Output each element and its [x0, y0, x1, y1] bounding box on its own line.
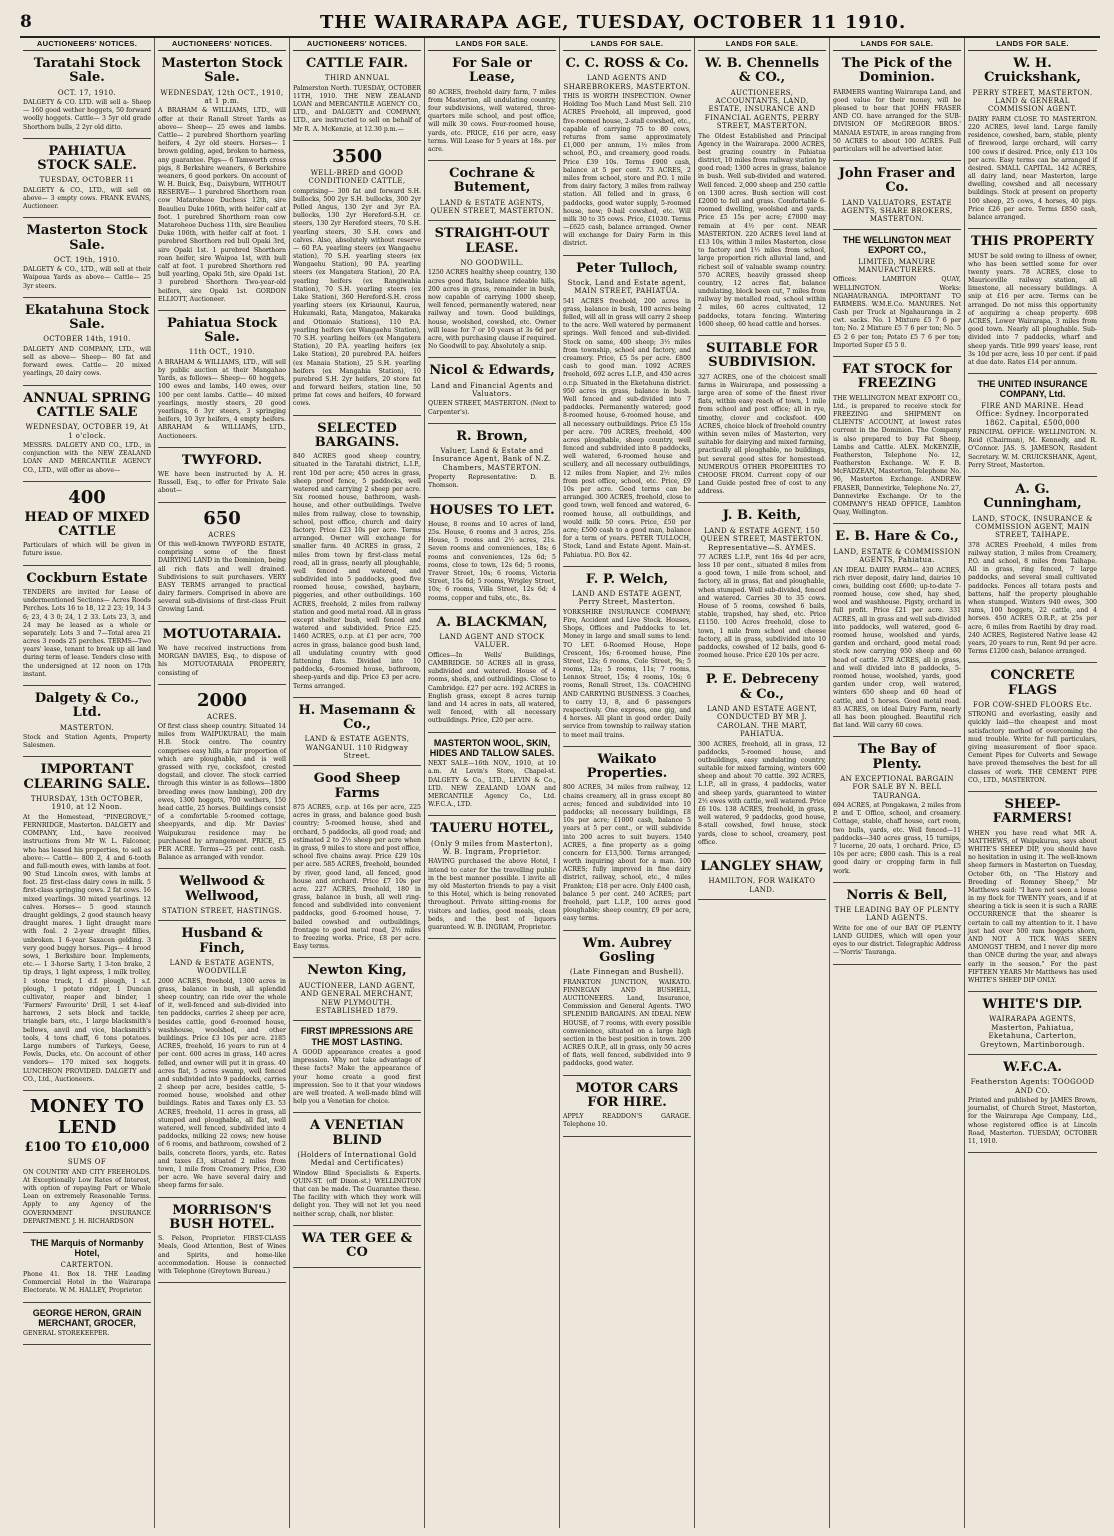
- ad-body: 2000 ACRES, freehold, 1300 acres in grass, balance in bush, all splendid sheep country, can ride over the whole of it, well-fenced and sub-divided into ten paddocks, carries 2 sheep per acre, besides cattle, good 6-roomed house, washhouse, woolshed, and other buildings. Price £3 10s per acre. 2185 ACRES, freehold, 16 years to run at 4 per cent. 600 acres in grass, 140 acres felled, and owner will put it in grass. 40 acres flat, 5 acres swamp, well fenced and subdivided into 9 paddocks, carries 2 sheep per acre, besides cattle, 5-roomed house, woolshed and other buildings. Rates and Taxes only £3. 53 ACRES, freehold, 11 acres in grass, all stumped and ploughable, all flat, well watered, well fenced, subdivided into 4 paddocks, milking 22 cows; new house of 6 rooms, and bathroom, cowshed of 2 bails, concrete floors, yards, etc. Rates and taxes £3, situated 2 miles from town, 1 mile from Creamery. Price, £30 per acre. We have several dairy and sheep farms for sale.: [158, 977, 286, 1190]
- ad-title: MORRISON'S BUSH HOTEL.: [169, 1202, 275, 1232]
- column: [20, 38, 155, 1528]
- advertisement: [23, 482, 151, 566]
- advertisement: [428, 358, 556, 423]
- advertisement: [428, 816, 556, 939]
- ad-body: 875 ACRES, o.r.p. at 16s per acre, 225 acres in grass, and balance good bush country; 5-roomed house, shed and orchard, 5 paddocks, all good road; and estimated 2 to 2½ sheep per acre when in grass, 9 miles to store and post office, school five chains away. Price £29 10s per acre. 585 ACRES, freehold, bounded by river, good land, all fenced, good house and orchard. Price £7 10s per acre. 227 ACRES, freehold, 180 in grass, balance in bush, all well ring-fenced and subdivided into convenient paddocks, good 6-roomed house, 7-bailed cowshed and outbuildings, frontage to good metal road, 2½ miles to freezing works. Price, £8 per acre. Easy terms.: [293, 804, 421, 951]
- ad-title: THE WELLINGTON MEAT EXPORT CO.,: [842, 234, 952, 256]
- ad-title: P. E. Debreceny & Co.,: [705, 672, 819, 702]
- ad-title: WA TER GEE & CO: [301, 1230, 413, 1261]
- advertisement: [428, 221, 556, 358]
- ad-body: DALGETY & CO. LTD. will sell a- Sheep— 160 good wether hoggets, 50 forward woolly hoggets. Cattle— 3 5yr old grade Shorthorn bulls, 2 2yr old ditto.: [23, 98, 151, 131]
- ad-title: Waikato Properties.: [586, 751, 668, 782]
- ad-display-text: 400: [68, 486, 106, 508]
- ad-title: W. H. Cruickshank,: [984, 56, 1081, 86]
- ad-title: A VENETIAN BLIND: [309, 1118, 405, 1148]
- advertisement: [428, 161, 556, 221]
- ad-body: NEXT SALE—16th NOV., 1910, at 10 a.m. At Levin's Store, Chapel-st. DALGETY & Co., LTD., LEVIN & Co., LTD. NEW ZEALAND LOAN and MERCANTILE Agency Co., Ltd. W.F.C.A., LTD.: [428, 760, 556, 809]
- ad-body: MESSRS. DALGETY AND CO., LTD., in conjunction with the NEW ZEALAND LOAN AND MERCANTILE AGENCY CO., LTD., will offer as above—: [23, 441, 151, 474]
- advertisement: [968, 229, 1097, 374]
- ad-title: THE UNITED INSURANCE COMPANY, Ltd.: [977, 379, 1088, 400]
- advertisement: [23, 386, 151, 482]
- ad-body: FRANKTON JUNCTION, WAIKATO. FINNEGAN AND BUSHELL, AUCTIONEERS. Land, Insurance, Commission and General Agents. TWO SPLENDID BARGAINS. AN IDEAL NEW HOUSE, of 7 rooms, with every possible convenience, situated on a large high section in the best position in town. 200 ACRES O.R.P., all in grass, only 50 acres of flats, well fenced, subdivided into 9 paddocks, good water.: [563, 978, 691, 1068]
- ad-body: 800 ACRES, 34 miles from railway, 12 chains creamery, all in grass except 80 acres; fenced and subdivided into 10 paddocks; all necessary buildings, £8 10s per acre; £1000 cash, balance 5 years at 5 per cent., or will subdivide into 200 acres to suit buyers. 1540 ACRES, a fine property as a going concern for £13,500. Terms arranged; worth inquiring about for a man. 100 ACRES; fully improved in fine dairy district, railway, school, etc., 4 miles Frankton; £18 per acre. Only £400 cash, balance 5 per cent. 240 ACRES; part freehold, part L.I.P., 100 acres good ploughable; sheep country, £9 per acre, easy terms.: [563, 784, 691, 923]
- ad-body: 840 ACRES good sheep country, situated in the Taratahi district, L.I.P., rent 10d per acre; 450 acres in grass, sheep proof fence, 5 paddocks, well watered and carrying 2 sheep per acre. Six roomed house, bathroom, wash-house, and other outbuildings. Twelve miles from railway, close to township, school, post office, church and dairy factory. Price £23 10s per acre. Terms arranged. Owner will exchange for smaller farm. 40 ACRES in grass, 2 miles from town by first-class metal road, all in grass, nearly all ploughable, well fenced and watered, and subdivided into 5 paddocks, good five roomed house, cowshed, haybarn, piggeries, and other outbuildings. 160 ACRES, freehold, 2 miles from railway station and good metal road. All in grass except shelter bush, well fenced and watered and subdivided. Price £25. 1460 ACRES, o.r.p. at £1 per acre, 700 acres in grass, balance good bush land, all undulating country with good fattening flats. Divided into 10 paddocks, 6-roomed house, bathroom, sheep-yards and dip. Price £3 per acre. Terms arranged.: [293, 453, 421, 690]
- advertisement: [428, 51, 556, 161]
- ad-body: HAVING purchased the above Hotel, I intend to cater for the travelling public in the best manner possible. I invite all my old Masterton friends to pay a visit to this Hotel, which is being renovated throughout. Private sitting-rooms for visitors and ladies, good meals, clean beds, and the best of liquors guaranteed. W. B. INGRAM, Proprietor.: [428, 858, 556, 931]
- ad-body: MUST be sold owing to illness of owner, who has been settled some for over twenty years. 78 ACRES, close to Mauriceville railway station, all limestone, all necessary buildings. A snip at £16 per acre. Terms can be arranged. Do not miss this opportunity of acquiring a cheap property. 698 ACRES, Lower Wairarapa, 3 miles from good town. Nearly all ploughable. Sub-divided into 7 paddocks, wharf and sheep yards. Title 999 years' lease, rent 3s 10d per acre, less 10 per cent. if paid at due date. Rates £14 per annum.: [968, 252, 1097, 366]
- advertisement: [833, 161, 961, 230]
- ad-body: A BRAHAM & WILLIAMS, LTD., will offer at their Ranall Street Yards as above— Sheep— 25 ewes and lambs. Cattle— 2 purebred Shorthorn yearling heifers, 4 2yr old steers. Horses— 1 brown gelding, aged, broken to harness, any guarantee. Pigs— 6 Tamworth cross pigs, 8 Berkshire weaners, 6 Berkshire weaners, 6 good porkers. On account of W. H. Buick, Esq., Daisyburn, WITHOUT RESERVE— 1 purebred Shorthorn roan cow Mataroheoe Duchess 12th, sire Beaulieu Duke 106th, with heifer calf at foot. 1 purebred Shorthorn roan cow Mataroheoe Duchess 11th, sire Beaulieu Duke 106th, with heifer calf at foot. 1 purebred Shorthorn red bull Opaki 3rd, sire Opaki 1st. 1 purebred Shorthorn roan heifer, sire Waipoa 1st, with bull calf at foot. 1 purebred Shorthorn red bull yearling, Opaki 5th, sire Opaki 1st. 3 purebred Shorthorn Two-year-old heifers, sire Opaki 1st. GORDON ELLIOTT, Auctioneer.: [158, 107, 286, 303]
- advertisement: [968, 477, 1097, 663]
- advertisement: [698, 51, 826, 336]
- ad-title: CONCRETE FLAGS: [990, 668, 1075, 698]
- ad-title: W.F.C.A.: [1003, 1060, 1062, 1075]
- ad-subtitle: 11th OCT., 1910.: [188, 348, 256, 357]
- ad-body: 327 ACRES, one of the choicest small farms in Wairarapa, and possessing a large area of some of the finest river flats, within easy reach of town, 1 mile from school and post office; all in rye, timothy, clover and cocksfoot. 400 ACRES, choice block of freehold country within seven miles of Masterton, very suitable for dairying and mixed farming, practically all ploughable, no buildings, but several good sites for homestead. NUMEROUS OTHER PROPERTIES TO CHOOSE FROM. Current copy of our Land Guide posted free of cost to any address.: [698, 373, 826, 496]
- ad-subtitle: AN EXCEPTIONAL BARGAIN FOR SALE BY N. BELL TAURANGA.: [840, 774, 954, 800]
- ad-subtitle: WAIRARAPA AGENTS, Masterton, Pahiatua, Eketahuna, Carterton, Greytown, Martinborough.: [980, 1015, 1085, 1049]
- ad-body: THE WELLINGTON MEAT EXPORT CO., Ltd., is prepared to receive stock for FREEZING and SHIPMENT on CLIENTS' ACCOUNT, at lowest rates current in the Dominion. The Company is also prepared to buy Fat Sheep, Lambs and Cattle. ALEX. McKENZIE, Featherston, Telephone No. 12, Featherston Exchange. W. F. B. McFADZEAN, Masterton, Telephone No. 96, Masterton Exchange. ANDREW FRASER, Dannevirke, Telephone No. 27, Dannevirke Exchange. Or to the COMPANY'S HEAD OFFICE, Lambton Quay, Wellington.: [833, 394, 961, 517]
- advertisement: [23, 1233, 151, 1303]
- ad-body: 541 ACRES freehold, 200 acres in grass, balance in bush, 100 acres being felled, will all in grass will carry 2 sheep to the acre. Well watered by permanent springs. Well fenced and sub-divided. Stock on same, 400 sheep; 3½ miles from township, school and factory, and creamery. Price, £5 5s per acre. £800 cash to good man. 1092 ACRES freehold, 692 acres L.I.P., and 450 acres o.r.p. Situated in the Eketahuna district. 950 acres in grass, balance in bush. Well fenced and sub-divided into 7 paddocks. Permanently watered; good 8-roomed house, 6-roomed house, and all necessary outbuildings. Price £5 15s per acre. 709 ACRES, freehold, 400 acres ploughable, sheep country, well fenced and subdivided into 8 paddocks, well watered, 6-roomed house and scullery, and all necessary outbuildings, 12 miles from Napier, and 2½ miles from post office, school, etc. Price, £9 10s per acre. Good terms can be arranged. 300 ACRES, freehold, close to good town, well fenced and watered, 6-roomed house, all outbuildings, and would milk 50 cows. Price, £50 per acre; £500 cash to a good man, balance for a term of years. PETER TULLOCH, Stock, Land and Estate Agent. Main-st. Pahiatua. P.O. Box 42.: [563, 297, 691, 559]
- ad-title: THIS PROPERTY: [970, 234, 1095, 250]
- ad-subtitle: SUMS OF: [67, 1158, 107, 1167]
- ad-body: We have received instructions from MORGAN DAVIES, Esq., to dispose of his MOTUOTARAIA PROPERTY, consisting of: [158, 644, 286, 677]
- advertisement: [563, 931, 691, 1076]
- ad-title: A. BLACKMAN,: [436, 614, 548, 630]
- column-header: LANDS FOR SALE.: [563, 38, 691, 51]
- ad-title: A. G. Cunningham,: [983, 481, 1082, 512]
- ad-title: The Bay of Plenty.: [858, 742, 936, 772]
- ad-title: Wm. Aubrey Gosling: [582, 935, 672, 965]
- ad-body: 1250 ACRES healthy sheep country, 130 acres good flats, balance rideable hills, 200 acres in grass, remainder in bush, now capable of carrying 1000 sheep, well fenced, permanently watered, near railway and town. Good buildings, house, woolshed, cowshed, etc. Owner will lease for 7 or 10 years at 3s 6d per acre, with purchasing clause if required. No Goodwill to pay. Absolutely a snip.: [428, 269, 556, 351]
- ad-body: APPLY READDON'S GARAGE. Telephone 10.: [563, 1113, 691, 1129]
- ad-subtitle: (Late Finnegan and Bushell).: [569, 968, 685, 977]
- ad-body: Of first class sheep country. Situated 14 miles from WAIPUKURAU, the main H.B. Stock centre. The country comprises easy hills, a fair proportion of which are ploughable, and is well grassed with rye, cocksfoot, crested dogstail, and clover. The stock carried through this winter is as follows—1800 breeding ewes (now lambing), 200 dry ewes, 1300 hoggets, 700 wethers, 150 head cattle, 25 horses. Buildings consist of a comfortable 5-roomed cottage, sheepyards, and dip. Mr Davies' Waipukurau residence may be purchased by arrangement. PRICE, £5 PER ACRE. Terms—25 per cent. cash. Balance as arranged with vendor.: [158, 723, 286, 862]
- ad-body: STRONG and everlasting, easily and quickly laid—the cheapest and most satisfactory method of overcoming the mud trouble. Write for full particulars, giving measurement of floor space. Cement Pipes for Culverts and Sewage have proved themselves the best for all classes of work. THE CEMENT PIPE CO., LTD., MASTERTON.: [968, 711, 1097, 784]
- ad-subtitle: LAND & ESTATE AGENTS, QUEEN STREET, MASTERTON.: [430, 198, 554, 216]
- advertisement: [833, 230, 961, 357]
- column-header: AUCTIONEERS' NOTICES.: [23, 38, 151, 51]
- advertisement: [158, 448, 286, 503]
- ad-title: Newton King,: [307, 963, 407, 979]
- ad-title: FAT STOCK for FREEZING: [842, 362, 952, 392]
- advertisement: [158, 921, 286, 1197]
- advertisement: [23, 1091, 151, 1233]
- column: [425, 38, 560, 1528]
- ad-subtitle: NO GOODWILL.: [460, 259, 524, 268]
- ad-title: H. Masemann & Co.,: [298, 702, 416, 732]
- ad-subtitle: AUCTIONEER, LAND AGENT, AND GENERAL MERCHANT, NEW PLYMOUTH. ESTABLISHED 1879.: [298, 981, 416, 1015]
- ad-title: SUITABLE FOR SUBDIVISION.: [706, 341, 818, 371]
- ad-body: Particulars of which will be given in future issue.: [23, 542, 151, 558]
- ad-subtitle: LIMITED, MANURE MANUFACTURERS.: [858, 257, 936, 274]
- ad-title: MASTERTON WOOL, SKIN, HIDES AND TALLOW SALES.: [429, 737, 555, 758]
- ad-title: MOTUOTARAIA.: [162, 626, 282, 642]
- advertisement: [293, 141, 421, 416]
- ad-body: Window Blind Specialists & Experts. QUIN-ST. (off Dixon-st.) WELLINGTON that can be made. The Guarantee these. The facility with which they work will delight you. They will not let you need neither scrap, chalk, nor blister.: [293, 1169, 421, 1218]
- ad-subtitle: WELL-BRED and GOOD CONDITIONED CATTLE,: [308, 168, 406, 186]
- advertisement: [968, 51, 1097, 229]
- ad-body: Offices: LAMBTON QUAY, WELLINGTON. Works: NGAHAURANGA. IMPORTANT TO FARMERS. W.M.E.Co. MANURES. Net Cash per Truck at Ngahauranga in 2 cwt. sacks. No. 1 Mixture £5 7 6 per ton; No. 2 Mixture £5 7 6 per ton; No. 5 £5 2 6 per ton; Potato £5 7 6 per ton; Imported Super £5 5 0.: [833, 276, 961, 349]
- ad-body: FARMERS wanting Wairarapa Land, and good value for their money, will be pleased to hear that JOHN FRASER AND CO. have arranged for the SUB-DIVISION OF McGREGOR BROS.' MANAIA ESTATE, in areas ranging from 50 ACRES to about 100 ACRES. Full particulars will be advertised later.: [833, 88, 961, 153]
- ad-subtitle: Featherston Agents: TOOGOOD AND CO.: [970, 1078, 1095, 1095]
- ad-subtitle: LAND & ESTATE AGENTS, WANGANUI. 110 Ridgway Street.: [304, 735, 410, 761]
- ad-title: MOTOR CARS FOR HIRE.: [575, 1080, 679, 1110]
- advertisement: [23, 218, 151, 298]
- ad-title: £100 TO £10,000: [24, 1139, 150, 1155]
- ad-title: F. P. Welch,: [585, 571, 669, 587]
- ad-title: THE Marquis of Normanby Hotel,: [30, 1237, 144, 1259]
- ad-title: Husband & Finch,: [181, 926, 263, 956]
- ad-subtitle: WEDNESDAY, 12th OCT., 1910, at 1 p.m.: [160, 88, 284, 105]
- advertisement: [293, 416, 421, 698]
- ad-subtitle: LAND AND ESTATE AGENT, Perry Street, Masterton.: [571, 590, 683, 607]
- ad-subtitle: LAND & ESTATE AGENTS, WOODVILLE: [169, 958, 275, 976]
- masthead: [20, 10, 1100, 38]
- ad-body: DAIRY FARM CLOSE TO MASTERTON. 220 ACRES, level land. Large family residence, cowshed, barn, stable, plenty of firewood, large orchard, will carry 100 cows if desired. Price, only £13 10s per acre. Easy terms can be arranged if desired. SMALL CAPITAL. 142 ACRES, all dairy land, near Masterton, large dwelling, cowshed and all necessary buildings. Stock at present on property 100 sheep, 25 cows, 4 horses, 40 pigs. Price £26 per acre. Terms £850 cash, balance arranged.: [968, 115, 1097, 222]
- ad-title: W. B. Chennells & CO.,: [704, 56, 820, 86]
- ad-body: Stock and Station Agents, Property Salesmen.: [23, 734, 151, 750]
- column-header: LANDS FOR SALE.: [428, 38, 556, 51]
- columns: [20, 38, 1100, 1528]
- ad-subtitle: THIRD ANNUAL: [324, 74, 390, 83]
- ad-title: For Sale or Lease,: [452, 56, 532, 86]
- advertisement: [428, 610, 556, 733]
- ad-body: Palmerston North. TUESDAY, OCTOBER 11TH, 1910. THE NEW ZEALAND LOAN and MERCANTILE AGENCY CO., LTD., and DALGETY and COMPANY, LTD., are instructed to sell on behalf of Mr R. A. McKenzie, at 12.30 p.m.—: [293, 84, 421, 133]
- advertisement: [23, 139, 151, 219]
- advertisement: [23, 566, 151, 686]
- advertisement: [563, 1076, 691, 1137]
- advertisement: [698, 503, 826, 667]
- advertisement: [968, 792, 1097, 992]
- ad-subtitle: LAND AGENTS AND SHAREBROKERS, MASTERTON.: [563, 74, 691, 91]
- ad-subtitle: ACRES: [208, 530, 236, 539]
- ad-body: 300 ACRES, freehold, all in grass, 12 paddocks, 5-roomed house, and outbuildings, easy undulating country, suitable for mixed farming, winters 600 sheep and about 70 cattle. 392 ACRES, L.I.P., all in grass, 4 paddocks, water and sheep yards, guaranteed to winter 2½ ewes with cattle, well watered. Price £6 10s. 138 ACRES, freehold, in grass, well watered, 9 paddocks, good house, 8-stall cowshed, fowl house, stock yards, close to school, creamery, post office.: [698, 740, 826, 846]
- advertisement: [428, 733, 556, 817]
- ad-body: QUEEN STREET, MASTERTON. (Next to Carpenter's).: [428, 400, 556, 416]
- advertisement: [698, 336, 826, 503]
- ad-title: GEORGE HERON, GRAIN MERCHANT, GROCER,: [32, 1307, 142, 1328]
- column-header: LANDS FOR SALE.: [698, 38, 826, 51]
- ad-subtitle: FOR COW-SHED FLOORS Etc.: [972, 700, 1093, 709]
- advertisement: [23, 298, 151, 386]
- ad-title: Nicol & Edwards,: [429, 363, 555, 379]
- ad-subtitle: LAND & ESTATE AGENT, 150 QUEEN STREET, MASTERTON. Representative—S. AYMES.: [700, 526, 824, 552]
- advertisement: [833, 51, 961, 161]
- advertisement: [563, 747, 691, 931]
- ad-subtitle: ACRES.: [207, 712, 237, 721]
- ad-body: A BRAHAM & WILLIAMS, LTD., will sell by public auction at their Mangahao Yards, as follows— Sheep— 60 hoggets, 100 ewes and lambs, 140 ewes, over 100 per cent lambs. Cattle— 40 mixed yearlings, mostly steers, 20 good yearlings, 6 3yr steers, 3 springing heifers, 10 3yr heifers, 4 empty heifers. ABRAHAM & WILLIAMS, LTD., Auctioneers.: [158, 358, 286, 440]
- ad-body: The Oldest Established and Principal Agency in the Wairarapa. 2000 ACRES, best grazing country in Pahiatua district, 10 miles from railway station by good road; 1300 acres in grass, balance in bush. Well sub-divided and watered. Well fenced. 2,000 sheep and 250 cattle on 1300 acres. Bush section will cost £2000 to fell and grass. Comfortable 6-roomed dwelling, woolshed and yards. Price £5 15s per acre; £7000 may remain at 4½ per cent. NEAR MASTERTON. 220 ACRES level land at £13 10s, within 3 miles Masterton, close to factory and 1½ miles from school, large proportion rich alluvial land, and richest soil of valuable swamp country. 570 ACRES, heavily grassed sheep country, 12 acres flat, balance undulating, block been cut, 7 miles from railway by metalled road, school within 2 miles, 60 acres cultivated, 12 paddocks, totara fencing. Wintering 1600 sheep, 60 head cattle and horses.: [698, 132, 826, 328]
- ad-title: John Fraser and Co.: [838, 166, 956, 196]
- advertisement: [23, 757, 151, 1091]
- column: [965, 38, 1100, 1528]
- ad-body: 694 ACRES, at Pongakawa, 2 miles from P. and T. Office, school, and creamery. Cottage, stable, chaff house, cart room, two bulls, yards, etc. Well fenced—11 paddocks—340 acres grass, 15 turnips, 7 lucerne, 20 oats, 1 orchard. Price, £5 10s per acre; £800 cash. This is a real good dairy or cropping farm in full work.: [833, 802, 961, 875]
- advertisement: [293, 51, 421, 141]
- advertisement: [698, 854, 826, 900]
- column-header: AUCTIONEERS' NOTICES.: [293, 38, 421, 51]
- column: [290, 38, 425, 1528]
- advertisement: [158, 503, 286, 622]
- column-header: LANDS FOR SALE.: [833, 38, 961, 51]
- advertisement: [833, 357, 961, 524]
- ad-subtitle: CARTERTON.: [60, 1260, 114, 1269]
- ad-title: Ekatahuna Stock Sale.: [24, 302, 150, 333]
- ad-body: S. Pelson, Proprietor. FIRST-CLASS Meals, Good Attention, Best of Wines and Spirits, and home-like accommodation. House is connected with Telephone (Greytown Bureau.): [158, 1235, 286, 1275]
- advertisement: [968, 663, 1097, 792]
- ad-subtitle: WEDNESDAY, OCTOBER 19, At 1 o'clock.: [25, 423, 149, 440]
- ad-subtitle: Stock, Land and Estate agent, MAIN STREET, PAHIATUA.: [567, 278, 687, 296]
- advertisement: [833, 524, 961, 737]
- ad-subtitle: HAMILTON, FOR WAIKATO LAND.: [708, 877, 816, 894]
- ad-subtitle: AUCTIONEERS, ACCOUNTANTS, LAND, ESTATE, INSURANCE AND FINANCIAL AGENTS, PERRY STREET, MASTERTON.: [704, 88, 820, 131]
- advertisement: [158, 51, 286, 311]
- ad-body: DALGETY AND COMPANY, LTD., will sell as above— Sheep— 80 fat and forward ewes. Cattle— 20 mixed yearlings, 20 dairy cows.: [23, 345, 151, 378]
- ad-subtitle: OCTOBER 14th, 1910.: [43, 335, 131, 344]
- advertisement: [563, 51, 691, 256]
- ad-title: Masterton Stock Sale.: [26, 223, 148, 253]
- newspaper-title: THE WAIRARAPA AGE, TUESDAY, OCTOBER 11 1910.: [320, 12, 907, 33]
- ad-title: Taratahi Stock Sale.: [33, 56, 141, 86]
- ad-title: Masterton Stock Sale.: [161, 56, 283, 86]
- advertisement: [293, 1021, 421, 1113]
- column-header: AUCTIONEERS' NOTICES.: [158, 38, 286, 51]
- advertisement: [833, 737, 961, 882]
- ad-body: At the Homestead, "PINEGROVE," FERNRIDGE, Masterton. DALGETY and COMPANY, Ltd., have received instructions from Mr W. L. Falconer, who has leased his properties, to sell as above:— Cattle— 800 2, 4 and 6-tooth and full-mouth ewes, with lambs at foot. 90 Stud Lincoln ewes, with lambs at foot. 25 first-class dairy cows in milk. 5 first-class springing cows. 2 fat cows. 16 mixed yearlings. 30 mixed yearlings. 12 calves. Horses— 5 good staunch draught geldings, 2 good staunch heavy draught mares. 1 light draught mare with foal. 2 2-year draught fillies, unbroken. 1 6-year Saxacen gelding. 3 very good buggy horses. Pigs— 4 brood sows, 1 Berkshire boar. Implements, etc.— 1 3-horse Sarty, 1 3-ton brake, 2 tip drays, 1 light express, 1 milk trolley, 1 stone truck, 1 d.f. plough, 1 s.f. plough, 1 potato ridger, 1 Duncan cultivator, reaper and binder, 1 'Farmers' Favourite' Drill, 1 set 4-leaf harrows, 2 sets block and tackle, triangle bars, etc., 1 large blacksmith's bellows, anvil and vice, blacksmith's tools, 4 tons chaff, 6 tons potatoes. Large numbers of Turkeys, Geese, Fowls, Ducks, etc. On account of other vendors— 170 mixed sex hoggets. LUNCHEON PROVIDED. DALGETY and CO., Ltd., Auctioneers.: [23, 813, 151, 1083]
- ad-subtitle: OCT. 17, 1910.: [57, 88, 117, 97]
- ad-title: SHEEP-FARMERS!: [992, 796, 1073, 827]
- ad-body: Write for one of our BAY OF PLENTY LAND GUIDES, which will open your eyes to our district. Telegraphic Address—'Norris' Tauranga.: [833, 924, 961, 957]
- ad-title: LANGLEY SHAW,: [700, 858, 824, 874]
- ad-body: AN IDEAL DAIRY FARM— 430 ACRES, rich river deposit, dairy land, dairies 10 cows, building cost £600; up-to-date 7-roomed house, cow shed, hay shed, wool and washhouse. Pigsty, orchard in full profit. Price £21 per acre. 331 ACRES, all in grass and well sub-divided into paddocks, well watered, good 6-roomed house, woolshed and yards, garden and orchard, good metal road; stock now carrying 950 sheep and 60 head of cattle. 378 ACRES, all in grass, and well divided into 8 paddocks, 5-roomed house, woolshed, yards, good garden under crop, well watered, winters 650 sheep and 60 head of cattle, and 5 horses. Good metal road. 83 ACRES, on ideal Dairy Farm, nearly all has been ploughed. Beautiful rich flat land. Will carry 60 cows.: [833, 566, 961, 730]
- advertisement: [158, 311, 286, 448]
- ad-title: Wellwood & Wellwood,: [179, 874, 265, 904]
- ad-title: E. B. Hare & Co.,: [835, 529, 959, 545]
- ad-subtitle: PERRY STREET, MASTERTON. LAND & GENERAL COMMISSION AGENT.: [972, 88, 1093, 114]
- ad-subtitle: LAND AGENT AND STOCK VALUER.: [439, 633, 545, 650]
- advertisement: [968, 1055, 1097, 1153]
- advertisement: [293, 958, 421, 1021]
- ad-body: Offices—In Wells' Buildings, CAMBRIDGE. 50 ACRES all in grass, subdivided and watered. House of 4 rooms, sheds, and outbuildings. Close to Cambridge. £27 per acre. 192 ACRES in English grass, except 8 acres turnip land and 14 acres in oats, all watered, well fenced, with all necessary outbuildings. Price, £20 per acre.: [428, 651, 556, 725]
- ad-body: WHEN you have read what MR A. MATTHEWS, of Waipukurau, says about WHITE'S SHEEP DIP, you should have no hesitation in using it. The well-known sheep farmers in Masterton on Tuesday, October 6th, on "The History and Breeding of Romney Sheep," Mr Matthews said: "I have not seen a louse in my flock for TWENTY years, and if at shearing a tick is seen it is such a RARE OCCURRENCE that the shearer is certain to call my attention to it. I have just had over 500 ram hoggets shorn, AND NOT A TICK WAS SEEN AMONGST THEM, and I never dip more than ONCE during the year, and always early in the season." For the past FIFTEEN YEARS Mr Matthews has used WHITE'S SHEEP DIP ONLY.: [968, 829, 1097, 984]
- ad-title: TAUERU HOTEL,: [430, 821, 554, 837]
- advertisement: [23, 1303, 151, 1346]
- advertisement: [968, 992, 1097, 1055]
- advertisement: [563, 256, 691, 567]
- ad-body: WE have been instructed by A. H. Russell, Esq., to offer for Private Sale about—: [158, 471, 286, 495]
- ad-title: HOUSES TO LET.: [429, 502, 555, 518]
- column: [695, 38, 830, 1528]
- advertisement: [833, 883, 961, 965]
- advertisement: [293, 1113, 421, 1226]
- ad-title: R. Brown,: [456, 428, 528, 444]
- advertisement: [23, 686, 151, 757]
- ad-body: comprising— 300 fat and forward S.H. bullocks, 500 2yr S.H. bullocks, 300 2yr Polled Angus, 130 2yr and 3yr P.A. bullocks, 130 2yr Hereford-S.H. cr. steers, 130 2yr Hereford steers, 70 S.H. yearling steers, 30 S.H. cows and calves. Also, absolutely without reserve— 60 P.A. yearling steers (ex Wangaehu station), 70 S.H. yearling steers (ex Wangaehu Station), 90 P.A. yearling steers (ex Mangatera Station), 20 P.A. yearling heifers (ex Rangiwahia Station), 70 S.H. yearling steers (ex Lake Station), 360 Hereford-S.H. cross yearling steers (ex Kiriaunui, Kaurua, Hukumaki, Rata, Mangatoa, Makaraka and Otiomaio Stations), 110 P.A. yearling heifers (ex Wangaehu Station), 70 S.H. yearling heifers (ex Mangatera Station), 20 P.A. yearling heifers (ex Lake Station), 20 purebred P.A. heifers (ex Manaia Station), 25 S.H. yearling heifers (ex Mangahia Station), 10 purebred S.H. 2yr heifers, 20 store fat and forward heifers, station line, 50 prime fat cows and heifers, 40 forward cows.: [293, 187, 421, 408]
- advertisement: [293, 698, 421, 767]
- ad-title: PAHIATUA STOCK SALE.: [37, 143, 137, 174]
- ad-body: Phone 41. Box 18. THE Leading Commercial Hotel in the Wairarapa Electorate. W. M. HALLEY, Proprietor.: [23, 1271, 151, 1295]
- ad-body: Printed and published by JAMES Brown, journalist, of Church Street, Masterton, for the Wairarapa Age Company, Ltd., whose registered office is at Lincoln Road, Masterton. TUESDAY, OCTOBER 11, 1910.: [968, 1097, 1097, 1146]
- ad-title: TWYFORD.: [181, 452, 263, 468]
- ad-title: Pahiatua Stock Sale.: [166, 315, 278, 346]
- ad-body: 80 ACRES, freehold dairy farm, 7 miles from Masterton, all undulating country, four subdivisions, well watered, three-quarters mile school, and post office, will milk 30 cows. Four-roomed house, yards, etc. PRICE, £16 per acre, easy terms. Will Lease for 5 years at 18s. per acre.: [428, 88, 556, 153]
- ad-body: THIS IS WORTH INSPECTION. Owner Holding Too Much Land Must Sell. 210 ACRES Freehold, all improved, good five-roomed house, 2-stall cowshed, etc., capable of carrying 75 to 80 cows, returns from same approximately £1,000 per annum, 1½ miles from school, P.O., and creamery, good roads. Price £39 10s. Terms £900 cash, balance at 5 per cent. 73 ACRES, 2 miles from school, store and P.O. 1 mile from dairy factory, 3 miles from railway station. All felled and in grass, 6 paddocks, good water supply, 5-roomed house, new; 9-bail cowshed, etc. Will milk 30 to 35 cows. Price, £1030. Terms—£625 cash, balance arranged. Owner will exchange for Dairy Farm in this district.: [563, 93, 691, 248]
- advertisement: [293, 766, 421, 958]
- ad-title: ANNUAL SPRING CATTLE SALE: [23, 390, 151, 420]
- ad-subtitle: MASTERTON.: [59, 723, 115, 732]
- ad-subtitle: LAND VALUATORS, ESTATE AGENTS, SHARE BROKERS, MASTERTON.: [841, 198, 953, 224]
- ad-body: TENDERS are invited for Lease of undermentioned Sections— Acres Roods Perches. Lots 16 to 18, 12 2 23; 19, 14 3 6; 23, 4 3 0; 24, 1 2 33. Lots 23, 3, and 24 may be leased as a whole or separately. Lots 3 and 7—Total area 21 acres 3 roods 25 perches. TERMS—Two years' lease, tenant to break up all land during term of lease. Tenders close with the undersigned at 12 noon on 17th instant.: [23, 588, 151, 678]
- page-number: 8: [20, 12, 32, 32]
- ad-title: WHITE'S DIP.: [982, 997, 1083, 1013]
- ad-subtitle: STATION STREET, HASTINGS.: [161, 906, 283, 915]
- ad-title: C. C. ROSS & Co.: [565, 56, 689, 71]
- ad-body: House, 8 rooms and 10 acres of land, 25s. House, 6 rooms and 3 acres, 25s. House, 5 rooms and 2½ acres, 21s. Seven rooms and conveniences, 18s; 6 rooms and conveniences, 12s 6d; 5 rooms, close to town, 12s 6d; 5 rooms, Traver Street, 10s; 6 rooms, Victoria Street, 15s 6d; 5 rooms, Wrigley Street, 10s; 6 rooms, Villa Street, 12s 6d; 4 rooms, copper and tubs, etc., 8s.: [428, 520, 556, 602]
- ad-subtitle: (Holders of International Gold Medal and Certificates): [297, 1150, 417, 1168]
- ad-subtitle: Land and Financial Agents and Valuators.: [430, 381, 554, 399]
- ad-title: J. B. Keith,: [722, 508, 802, 524]
- ad-title: Cochrane & Butement,: [449, 166, 535, 196]
- column: [155, 38, 290, 1528]
- ad-body: GENERAL STOREKEEPER.: [23, 1330, 110, 1338]
- ad-display-text: 3500: [331, 145, 383, 167]
- ad-title: CATTLE FAIR.: [305, 56, 409, 71]
- ad-title: Dalgety & Co., Ltd.: [34, 691, 140, 721]
- column: [560, 38, 695, 1528]
- ad-subtitle: TUESDAY, OCTOBER 11: [39, 176, 135, 185]
- ad-title: HEAD OF MIXED CATTLE: [24, 509, 150, 539]
- ad-body: Of this well-known TWYFORD ESTATE, comprising some of the finest DAIRYING LAND in the Dominion, being all rich flats and well drained. Subdivisions to suit purchasers. VERY EASY TERMS arranged to practical dairy farmers. Comprised in above are several sub-divisions of first-class Fruit Growing Land.: [158, 540, 286, 614]
- ad-title: Norris & Bell,: [846, 887, 948, 903]
- advertisement: [968, 374, 1097, 477]
- advertisement: [158, 622, 286, 685]
- ad-title: Peter Tulloch,: [576, 260, 678, 276]
- column-header: LANDS FOR SALE.: [968, 38, 1097, 51]
- ad-title: Good Sheep Farms: [313, 771, 401, 801]
- ad-subtitle: FIRE AND MARINE. Head Office: Sydney. Incorporated 1862. Capital, £500,000: [976, 401, 1089, 427]
- ad-title: STRAIGHT-OUT LEASE.: [434, 226, 550, 256]
- ad-subtitle: (Only 9 miles from Masterton), W. B. Ingram, Proprietor.: [431, 839, 553, 857]
- ad-body: DALGETY & CO., LTD., will sell on above— 3 empty cows. FRANK EVANS, Auctioneer.: [23, 186, 151, 211]
- ad-subtitle: LAND, ESTATE & COMMISSION AGENTS, Pahiatua.: [833, 547, 961, 565]
- advertisement: [428, 498, 556, 610]
- ad-body: Property Representative: D. B. Thomson.: [428, 474, 556, 490]
- advertisement: [293, 1226, 421, 1269]
- ad-subtitle: OCT. 19th, 1910.: [53, 255, 121, 264]
- ad-subtitle: LAND AND ESTATE AGENT, CONDUCTED BY MR J. CAROLAN. THE MART, PAHIATUA.: [706, 704, 818, 739]
- ad-display-text: MONEY TO LEND: [30, 1095, 144, 1138]
- ad-title: Cockburn Estate: [26, 570, 148, 586]
- advertisement: [563, 567, 691, 747]
- advertisement: [158, 1198, 286, 1284]
- ad-body: ON COUNTRY AND CITY FREEHOLDS. At Exceptionally Low Rates of Interest, with option of repaying Part or Whole Loan on extremely Reasonable Terms. Apply to any Agency of the GOVERNMENT INSURANCE DEPARTMENT. J. H. RICHARDSON: [23, 1168, 151, 1225]
- ad-subtitle: LAND, STOCK, INSURANCE & COMMISSION AGENT, MAIN STREET, TAIHAPE.: [972, 514, 1093, 540]
- ad-title: The Pick of the Dominion.: [841, 56, 953, 86]
- advertisement: [158, 685, 286, 870]
- advertisement: [23, 51, 151, 139]
- ad-body: 77 ACRES L.I.P., rent 16s 4d per acre, less 10 per cent., situated 8 miles from a good town, 1 mile from school, and factory, all in grass, flat and ploughable, when stumped. Well sub-divided, fenced and watered. Carries 30 to 35 cows. House of 5 rooms, cowshed 6 bails, stable, trapshed, hay shed, etc. Price £1150. 100 Acres freehold, close to town, 1 mile from school and cheese factory, all in grass, subdivided into 10 paddocks, cowshed of 12 bails, good 6-roomed house. Price £20 10s per acre.: [698, 553, 826, 660]
- ad-body: A GOOD appearance creates a good impression. Why not take advantage of these facts? Make the appearance of your home create a good first impression. See to it that your windows are well treated. A well-made blind will help you a Venetian for choice.: [293, 1048, 421, 1106]
- ad-display-text: 2000: [196, 689, 248, 711]
- advertisement: [428, 424, 556, 498]
- ad-title: IMPORTANT CLEARING SALE.: [23, 762, 151, 792]
- ad-body: PRINCIPAL OFFICE: WELLINGTON. N. Reid (Chairman), M. Kennedy, and R. O'Connor. JAS. S. JAMESON, Resident Secretary. W. M. CRUICKSHANK, Agent, Perry Street, Masterton.: [968, 428, 1097, 469]
- ad-title: FIRST IMPRESSIONS ARE THE MOST LASTING.: [300, 1026, 414, 1047]
- ad-subtitle: THURSDAY, 13th OCTOBER, 1910, at 12 Noon.: [30, 794, 144, 812]
- ad-subtitle: THE LEADING BAY OF PLENTY LAND AGENTS.: [834, 906, 960, 923]
- advertisement: [158, 869, 286, 921]
- ad-body: 378 ACRES Freehold, 4 miles from railway station, 3 miles from Creamery, P.O. and school, 8 miles from Taihape. All in grass, ring fenced, 7 large paddocks, and several small cultivated paddocks. Fences all totara posts and battens, half the property ploughable when stumped. Winters 940 ewes, 300 rams, 100 hoggets, 22 cattle, and 4 horses. 450 ACRES O.R.P., at 25s per acre, 6 miles from Raetihi by dray road. 240 ACRES, Registered Native lease 42 years, 20 years to run, Rent 9d per acre. Terms £1200 cash, balance arranged.: [968, 541, 1097, 656]
- column: [830, 38, 965, 1528]
- ad-body: YORKSHIRE INSURANCE COMPANY; Fire, Accident and Live Stock. Houses, Shops, Offices and Paddocks to let. Money in large and small sums to lend. TO LET. 6-Roomed House, Hope Crescent, 16s; 6-roomed house, Pine Street, 12s; 6 rooms, Cole Street, 9s; 5 rooms, 12s; 5 rooms, 11s; 7 rooms, Lennox Street, 15s; 4 rooms, 10s; 6 rooms, Renall Street, 13s. COACHING AND CARRYING BUSINESS. 3 Coaches, to carry 13, 8, and 6 passengers respectively. One express, one gig, and 4 horses. All plant in good order. Daily service from township to railway station to meet mail trains.: [563, 608, 691, 739]
- ad-subtitle: Valuer, Land & Estate and Insurance Agent, Bank of N.Z. Chambers, MASTERTON.: [432, 447, 552, 472]
- ad-display-text: 650: [203, 507, 241, 529]
- ad-title: SELECTED BARGAINS.: [314, 420, 400, 450]
- advertisement: [698, 667, 826, 854]
- ad-body: DALGETY & CO., LTD., will sell at their Waipoua Yards as above— Cattle— 25 3yr steers.: [23, 266, 151, 290]
